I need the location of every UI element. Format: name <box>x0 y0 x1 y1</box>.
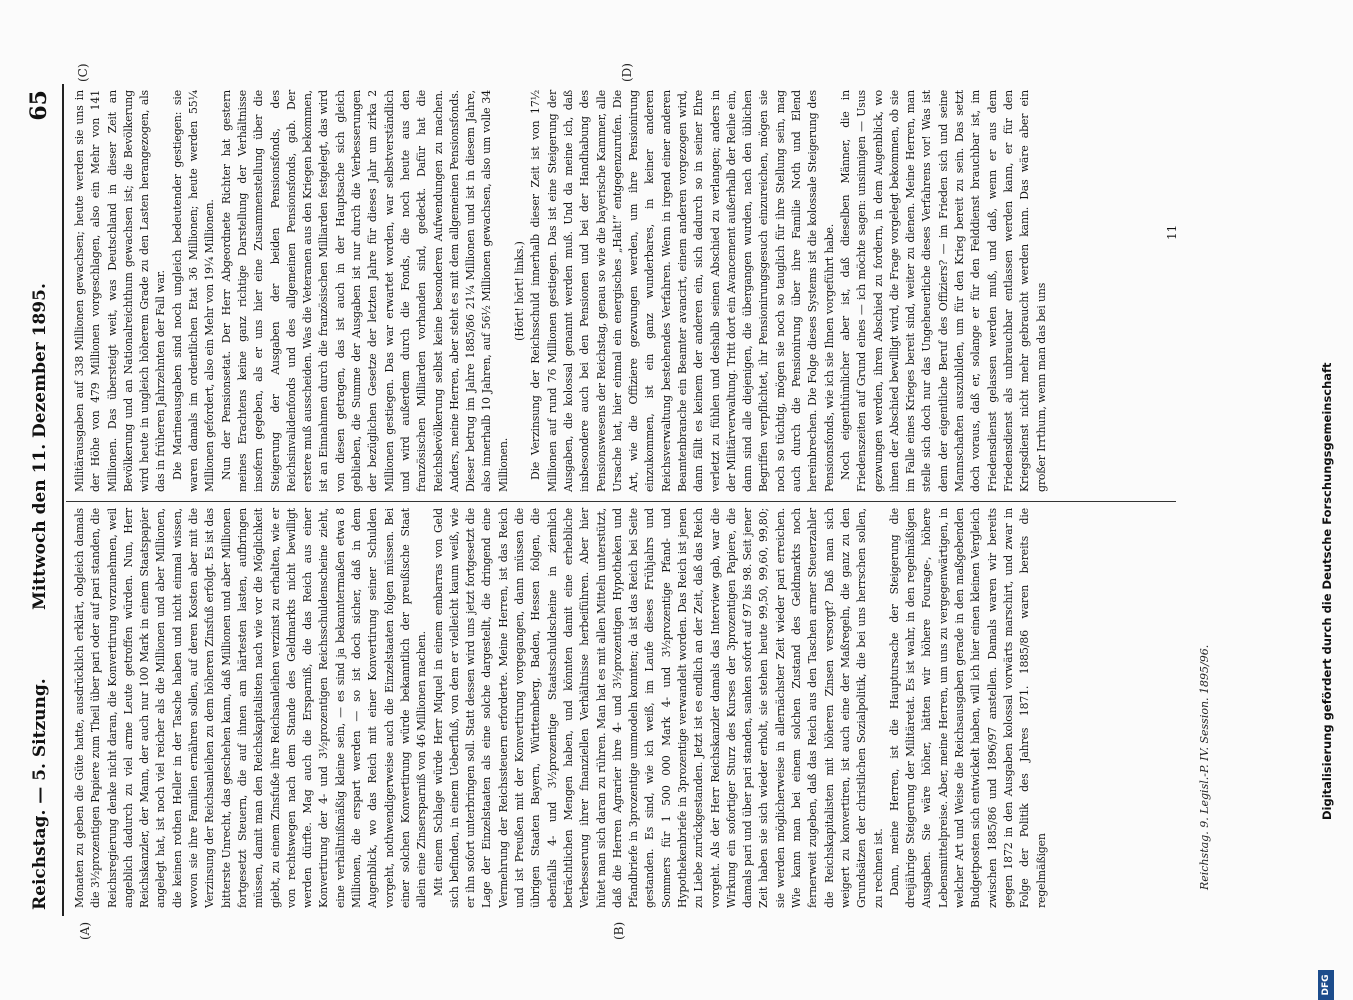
paragraph: Die Verzinsung der Reichsschuld innerhalb dieser Zeit ist von 17½ Millionen auf rund 76 Millionen gestiegen. Das ist eine Steigerung der Ausgaben, die kolossal genannt werden muß. Und da meine ich, daß insbesondere auch bei den Pensionen und bei der Handhabung des Pensionswesens der Reichstag, genau so wie die bayerische Kammer, alle Ursache hat, hier einmal ein energisches „Halt!“ entgegenzurufen. Die Art, wie die Offiziere gezwungen werden, um ihre Pensionirung einzukommen, ist ein ganz wunderbares, in keiner anderen Reichsverwaltung bestehendes Verfahren. Wenn in irgend einer anderen Beamtenbranche ein Beamter avancirt, einem anderen vorgezogen wird, dann fällt es keinem der anderen ein, sich dadurch so in seiner Ehre verletzt zu fühlen und deshalb seinen Abschied zu verlangen; anders in der Militärverwaltung. Tritt dort ein Avancement außerhalb der Reihe ein, dann sind alle diejenigen, die übergangen wurden, nach den üblichen Begriffen verpflichtet, ihr Pensionirungsgesuch einzureichen, mögen sie noch so tüchtig, mögen sie noch so tauglich für ihre Stellung sein, mag auch durch die Pensionirung über ihre Familie Noth und Elend hereinbrechen. Die Folge dieses Systems ist die kolossale Steigerung des Pensionsfonds, wie ich sie Ihnen vorgeführt habe. <box>529 89 836 492</box>
column-divider <box>66 501 1176 502</box>
page-footer: Reichstag. 9. Legisl.-P. IV. Session. 1895/96. <box>1198 644 1211 890</box>
page-number: 65 <box>26 90 52 121</box>
header-date: Mittwoch den 11. Dezember 1895. <box>30 283 50 610</box>
margin-letter-a: (A) <box>78 921 92 940</box>
digitization-credit <box>1320 0 1334 820</box>
page-header <box>26 90 62 910</box>
paragraph: Monaten zu geben die Güte hatte, ausdrücklich erklärt, obgleich damals die 3½prozentigen Papiere zum Theil über pari oder auf pari standen, die Reichsregierung denke nicht daran, die Konvertirung vorzunehmen, weil angeblich dadurch zu viel arme Leute getroffen würden. Nun, Herr Reichskanzler, der Mann, der auch nur 100 Mark in einem Staatspapier angelegt hat, ist noch viel reicher als die Millionen und aber Millionen, die keinen rothen Heller in der Tasche haben und nicht einmal wissen, wovon sie ihre Familien ernähren sollen, auf deren Kosten aber mit die Verzinsung der Reichsanleihen zu dem höheren Zinsfuß erfolgt. Es ist das bitterste Unrecht, das geschehen kann, daß Millionen und aber Millionen fortgesetzt Steuern, die auf ihnen am härtesten lasten, aufbringen müssen, damit man den Reichskapitalisten nach wie vor die Möglichkeit giebt, zu einem Zinsfuße ihre Reichsanleihen verzinst zu erhalten, wie er von rechtswegen nach dem Stande des Geldmarkts nicht bewilligt werden dürfte. Mag auch die Ersparniß, die das Reich aus einer Konvertirung der 4- und 3½prozentigen Reichsschuldenscheine zieht, eine verhältnißmäßig kleine sein, — es sind ja bekanntermaßen etwa 8 Millionen, die erspart werden — so ist doch sicher, daß in dem Augenblick, wo das Reich mit einer Konvertirung seiner Schulden vorgeht, nothwendigerweise auch die Einzelstaaten folgen müssen. Bei einer solchen Konvertirung würde bekanntlich der preußische Staat allein eine Zinsersparniß von 46 Millionen machen. <box>73 508 429 908</box>
dfg-logo: DFG <box>1318 970 1334 1000</box>
margin-letter-c: (C) <box>76 63 90 82</box>
paragraph: Noch eigenthümlicher aber ist, daß dieselben Männer, die in Friedenszeiten auf Grund eines — ich möchte sagen: unsinnigen — Usus gezwungen werden, ihren Abschied zu fordern, in dem Augenblick, wo ihnen der Abschied bewilligt wird, die Frage vorgelegt bekommen, ob sie im Falle eines Krieges bereit sind, weiter zu dienen. Meine Herren, man stelle sich doch nur das Ungeheuerliche dieses Verfahrens vor! Was ist denn der eigentliche Beruf des Offiziers? — im Frieden sich und seine Mannschaften auszubilden, um für den Krieg bereit zu sein. Das setzt doch voraus, daß er, solange er für den Felddienst brauchbar ist, im Friedensdienst gelassen werden muß, und daß, wenn er aus dem Friedensdienst als unbrauchbar entlassen werden kann, er für den Kriegsdienst nicht mehr gebraucht werden kann. Das wäre aber ein großer Irrthum, wenn man das bei uns <box>838 90 1048 492</box>
credit-text: Digitalisierung gefördert durch die Deutsche Forschungsgemeinschaft <box>1320 362 1334 820</box>
interjection: (Hört! hört! links.) <box>513 241 527 341</box>
paragraph: Mit einem Schlage würde Herr Miquel in einem embarras von Geld sich befinden, in einem Ueberfluß, von dem er vielleicht kaum weiß, wie er ihn sofort unterbringen soll. Statt dessen wird uns jetzt fortgesetzt die Lage der Einzelstaaten als eine solche dargestellt, die dringend eine Vermehrung der Reichssteuern erforderte. Meine Herren, ist das Reich und ist Preußen mit der Konvertirung vorgegangen, dann müssen die übrigen Staaten Bayern, Württemberg, Baden, Hessen folgen, die ebenfalls 4- und 3½prozentige Staatsschuldscheine in ziemlich beträchtlichen Mengen haben, und könnten damit eine erhebliche Verbesserung ihrer finanziellen Verhältnisse herbeiführen. Aber hier hütet man sich daran zu rühren. Man hat es mit allen Mitteln unterstützt, daß die Herren Agrarier ihre 4- und 3½prozentigen Hypotheken und Pfandbriefe in 3prozentige ummodeln konnten; da ist das Reich bei Seite gestanden. Es sind, wie ich weiß, im Laufe dieses Frühjahrs und Sommers für 1 500 000 Mark 4- und 3½prozentige Pfand- und Hypothekenbriefe in 3prozentige verwandelt worden. Das Reich ist jenen zu Liebe zurückgestanden. Jetzt ist es endlich an der Zeit, daß das Reich vorgeht. Als der Herr Reichskanzler damals das Interview gab, war die Wirkung ein sofortiger Sturz des Kurses der 3prozentigen Papiere, die damals pari und über pari standen, sanken sofort auf 97 bis 98. Seit jener Zeit haben sie sich wieder erholt, sie stehen heute 99,50, 99,60, 99,80; sie werden möglicherweise in allernächster Zeit wieder pari erreichen. Wie kann man bei einem solchen Zustand des Geldmarkts noch fernerweit zugeben, daß das Reich aus den Taschen armer Steuerzahler die Reichskapitalisten mit höheren Zinsen versorgt? Daß man sich weigert zu konvertiren, ist auch eine der Maßregeln, die ganz zu den Grundsätzen der christlichen Sozialpolitik, die bei uns herrschen sollen, zu rechnen ist. <box>431 508 885 908</box>
header-session: Reichstag. — 5. Sitzung. <box>30 678 50 910</box>
margin-letter-b: (B) <box>612 921 626 940</box>
paragraph: Die Marineausgaben sind noch ungleich bedeutender gestiegen: sie waren damals im ordentlichen Etat 36 Millionen; heute werden 55¼ Millionen gefordert, also ein Mehr von 19¼ Millionen. <box>170 90 217 492</box>
paragraph: Dann, meine Herren, ist die Hauptursache der Steigerung die dreijährige Steigerung der Militäretat. Es ist wahr, in den regelmäßigen Ausgaben. Sie wäre höher, hätten wir höhere Fourage-, höhere Lebensmittelpreise. Aber, meine Herren, um uns zu vergegenwärtigen, in welcher Art und Weise die Reichsausgaben gerade in den maßgebenden Budgetposten sich entwickelt haben, will ich hier einen kleinen Vergleich zwischen 1885/86 und 1896/97 anstellen. Damals waren wir bereits gegen 1872 in den Ausgaben kolossal vorwärts marschirt, und zwar in Folge der Politik des Jahres 1871. 1885/86 waren bereits die regelmäßigen <box>887 508 1048 908</box>
right-column <box>72 90 1050 492</box>
signature-mark: 11 <box>1165 224 1179 240</box>
left-column <box>72 508 1050 908</box>
paragraph: Nun der Pensionsetat. Der Herr Abgeordnete Richter hat gestern meines Erachtens keine ganz richtige Darstellung der Verhältnisse insofern gegeben, als er uns hier eine Zusammenstellung über die Steigerung der Ausgaben der beiden Pensionsfonds, des Reichsinvalidenfonds und des allgemeinen Pensionsfonds, gab. Der erstere muß ausscheiden. Was die Veteranen aus den Kriegen bekommen, ist an Einnahmen durch die französischen Milliarden festgelegt, das wird von diesen getragen, das ist auch in der Hauptsache sich gleich geblieben, die Summe der Ausgaben ist nur durch die Verbesserungen der bezüglichen Gesetze der letzten Jahre für dieses Jahr um zirka 2 Millionen gestiegen. Das war erwartet worden, war selbstverständlich und wird außerdem durch die Fonds, die noch heute aus den französischen Milliarden vorhanden sind, gedeckt. Dafür hat die Reichsbevölkerung selbst keine besonderen Aufwendungen zu machen. Anders, meine Herren, aber steht es mit dem allgemeinen Pensionsfonds. Dieser betrug im Jahre 1885/86 21¼ Millionen und ist in diesem Jahre, also innerhalb 10 Jahren, auf 56½ Millionen gewachsen, also um volle 34 Millionen. <box>219 90 510 492</box>
header-rule <box>62 84 64 916</box>
margin-letter-d: (D) <box>620 63 634 82</box>
paragraph: Militärausgaben auf 338 Millionen gewachsen; heute werden sie uns in der Höhe von 479 Millionen vorgeschlagen, also ein Mehr von 141 Millionen. Das übersteigt weit, was Deutschland in dieser Zeit an Bevölkerung und an Nationalreichthum gewachsen ist; die Bevölkerung wird heute in ungleich höherem Grade zu den Lasten herangezogen, als das in früheren Jahrzehnten der Fall war. <box>73 90 168 492</box>
